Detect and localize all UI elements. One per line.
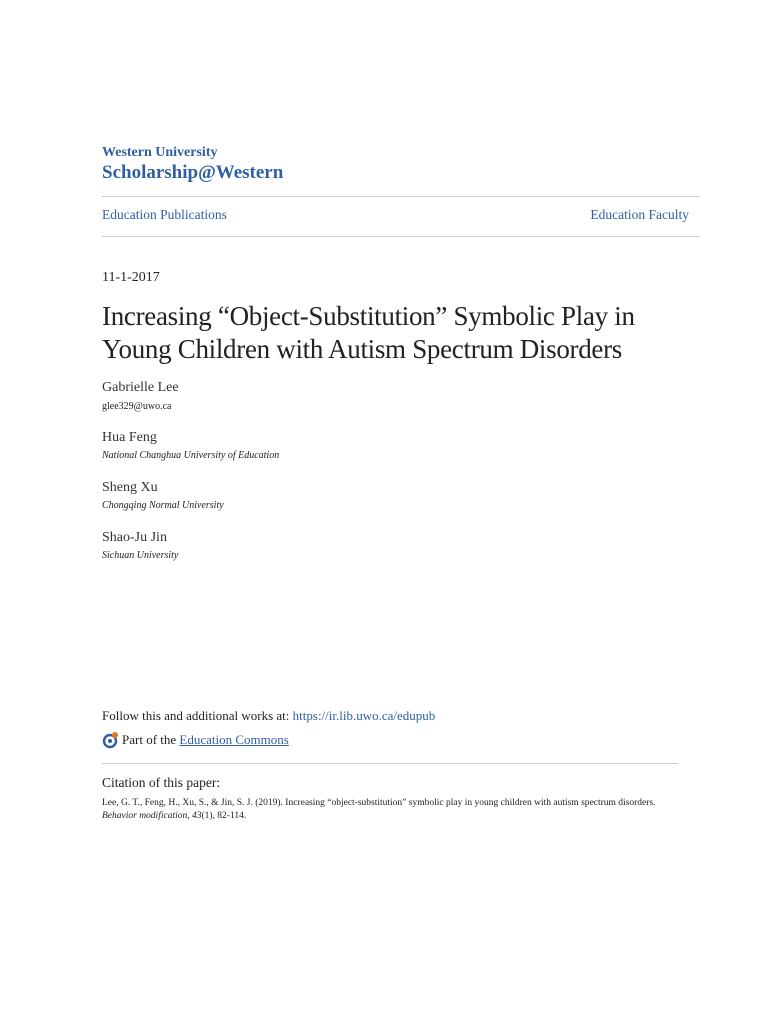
education-commons-link[interactable]: Education Commons	[179, 732, 289, 747]
paper-title-line: Young Children with Autism Spectrum Disorders	[102, 334, 623, 364]
divider	[102, 236, 700, 237]
citation-journal: Behavior modification	[102, 811, 188, 821]
paper-title-line: Increasing “Object-Substitution” Symbolic Play in	[102, 301, 635, 331]
collection-url-link[interactable]: https://ir.lib.uwo.ca/edupub	[292, 708, 436, 723]
citation-separator: ,	[187, 811, 192, 821]
follow-line	[102, 708, 435, 724]
citation-text	[102, 797, 682, 823]
author-email[interactable]: glee329@uwo.ca	[102, 401, 172, 412]
author-name: Hua Feng	[102, 430, 157, 445]
divider	[102, 763, 678, 764]
citation-issue-pages: (1), 82-114.	[201, 811, 247, 821]
follow-label: Follow this and additional works at:	[102, 708, 293, 723]
publication-date: 11-1-2017	[102, 270, 160, 285]
author-affiliation: Chongqing Normal University	[102, 500, 224, 511]
citation-main: Lee, G. T., Feng, H., Xu, S., & Jin, S. J. (2019). Increasing “object-substitution” symbolic play in young children with autism spectrum disorders.	[102, 798, 656, 808]
author-affiliation: National Changhua University of Education	[102, 450, 280, 461]
commons-network-icon	[102, 731, 120, 749]
faculty-link[interactable]: Education Faculty	[590, 207, 689, 222]
author-affiliation: Sichuan University	[102, 550, 179, 561]
divider	[102, 196, 700, 197]
author-name: Gabrielle Lee	[102, 380, 179, 395]
paper-title	[102, 300, 702, 366]
author-name: Shao-Ju Jin	[102, 530, 167, 545]
author-name: Sheng Xu	[102, 480, 158, 495]
citation-volume: 43	[191, 811, 202, 821]
repository-name[interactable]: Scholarship@Western	[102, 162, 284, 183]
part-of-line	[102, 731, 289, 749]
part-of-label: Part of the	[122, 732, 177, 747]
citation-heading: Citation of this paper:	[102, 775, 221, 790]
institution-name[interactable]: Western University	[102, 145, 218, 160]
series-link[interactable]: Education Publications	[102, 207, 227, 222]
